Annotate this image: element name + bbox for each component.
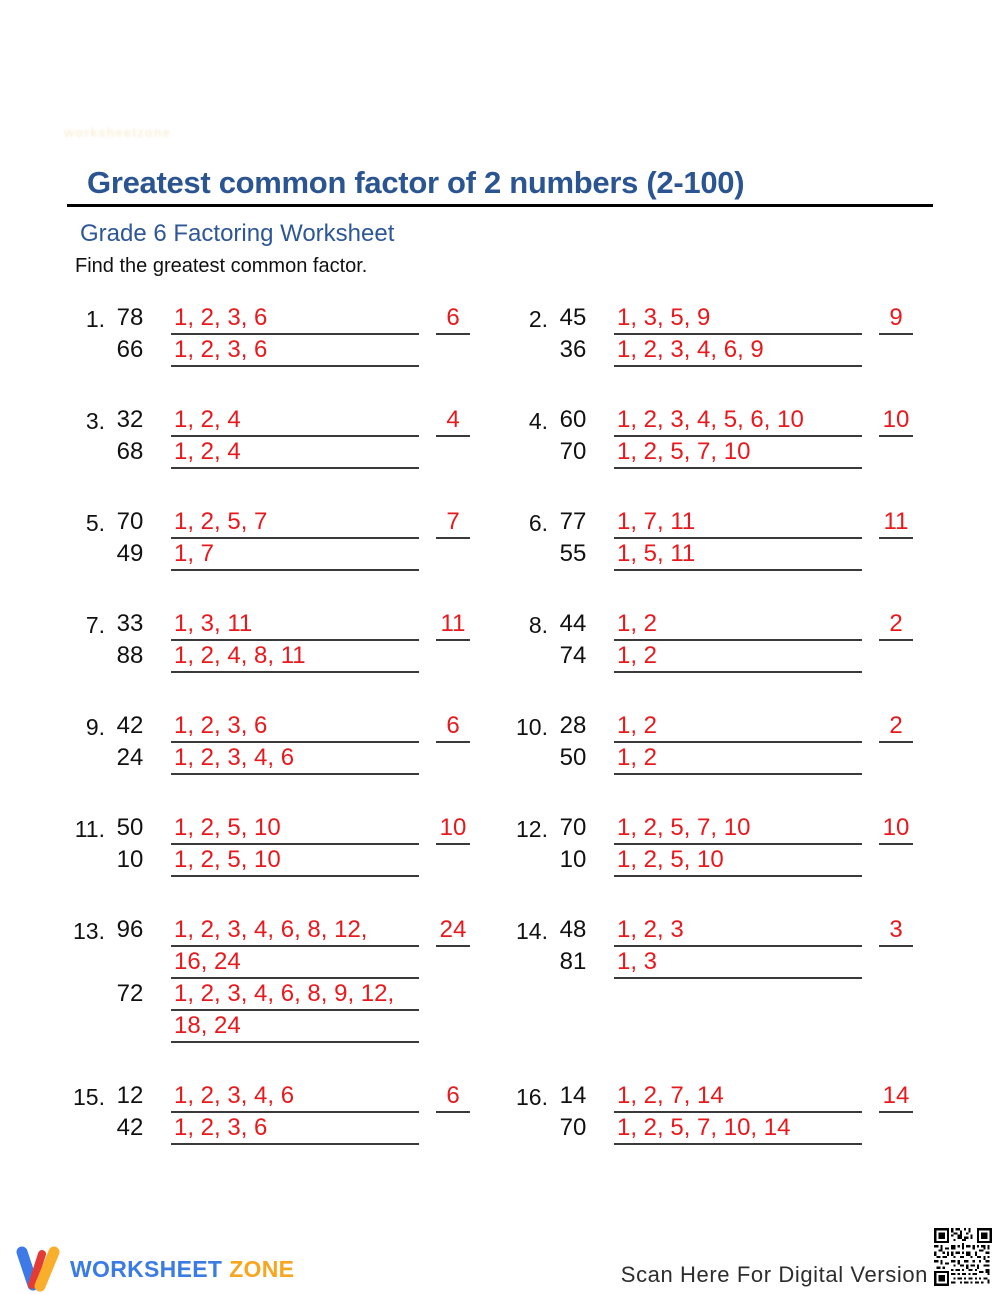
operand bbox=[107, 947, 153, 979]
answer-field: 6 bbox=[436, 303, 470, 335]
answer-field: 24 bbox=[436, 915, 470, 947]
operand: 68 bbox=[116, 438, 144, 465]
problems-list bbox=[67, 303, 933, 1145]
problem-lines bbox=[548, 711, 862, 775]
operand: 12 bbox=[116, 1082, 144, 1109]
watermark: worksheetzone bbox=[64, 125, 171, 140]
problem-pair-row bbox=[67, 915, 933, 1043]
operand: 33 bbox=[116, 610, 144, 637]
answer-field: 2 bbox=[879, 711, 913, 743]
operand: 70 bbox=[116, 508, 144, 535]
operand: 77 bbox=[559, 508, 587, 535]
problem-10 bbox=[510, 711, 933, 775]
factors-field: 1, 2 bbox=[614, 641, 862, 673]
problem-number: 4. bbox=[528, 408, 548, 434]
problem-lines bbox=[105, 915, 419, 1043]
problem-lines bbox=[548, 609, 862, 673]
factors-field: 1, 3, 11 bbox=[171, 609, 419, 641]
problem-number: 16. bbox=[516, 1084, 548, 1110]
problem-lines bbox=[548, 303, 862, 367]
operand: 36 bbox=[559, 336, 587, 363]
qr-code-icon bbox=[932, 1226, 994, 1288]
problem-number: 10. bbox=[516, 714, 548, 740]
answer-field: 3 bbox=[879, 915, 913, 947]
problem-number: 1. bbox=[85, 306, 105, 332]
factors-field: 1, 2, 5, 10 bbox=[171, 845, 419, 877]
page-title: Greatest common factor of 2 numbers (2-100) bbox=[87, 165, 745, 200]
factors-field: 1, 3 bbox=[614, 947, 862, 979]
problem-5 bbox=[67, 507, 480, 571]
operand: 66 bbox=[116, 336, 144, 363]
factors-field: 1, 2, 3 bbox=[614, 915, 862, 947]
worksheetzone-w-icon bbox=[14, 1244, 64, 1294]
operand: 10 bbox=[559, 846, 587, 873]
operand: 49 bbox=[116, 540, 144, 567]
factors-field: 1, 2, 3, 6 bbox=[171, 1113, 419, 1145]
factors-field: 1, 2 bbox=[614, 711, 862, 743]
problem-number: 2. bbox=[528, 306, 548, 332]
factors-field: 1, 7, 11 bbox=[614, 507, 862, 539]
answer-field: 10 bbox=[879, 405, 913, 437]
problem-number: 12. bbox=[516, 816, 548, 842]
answer-field: 7 bbox=[436, 507, 470, 539]
operand: 78 bbox=[116, 304, 144, 331]
operand: 96 bbox=[116, 916, 144, 943]
page-footer bbox=[0, 1222, 1000, 1294]
operand: 70 bbox=[559, 1114, 587, 1141]
factors-field: 16, 24 bbox=[171, 947, 419, 979]
factors-field: 1, 3, 5, 9 bbox=[614, 303, 862, 335]
answer-field: 14 bbox=[879, 1081, 913, 1113]
problem-12 bbox=[510, 813, 933, 877]
operand: 48 bbox=[559, 916, 587, 943]
answer-field: 11 bbox=[879, 507, 913, 539]
answer-field: 11 bbox=[436, 609, 470, 641]
problem-number: 9. bbox=[85, 714, 105, 740]
factors-field: 1, 2, 3, 6 bbox=[171, 303, 419, 335]
factors-field: 1, 2, 3, 4, 6 bbox=[171, 743, 419, 775]
problem-lines bbox=[105, 609, 419, 673]
problem-number: 8. bbox=[528, 612, 548, 638]
operand: 44 bbox=[559, 610, 587, 637]
operand: 32 bbox=[116, 406, 144, 433]
problem-number: 15. bbox=[73, 1084, 105, 1110]
answer-field: 4 bbox=[436, 405, 470, 437]
factors-field: 1, 2, 3, 4, 6, 8, 12, bbox=[171, 915, 419, 947]
problem-8 bbox=[510, 609, 933, 673]
factors-field: 1, 2, 5, 10 bbox=[171, 813, 419, 845]
operand: 28 bbox=[559, 712, 587, 739]
factors-field: 1, 2, 5, 10 bbox=[614, 845, 862, 877]
problem-lines bbox=[548, 507, 862, 571]
factors-field: 1, 2 bbox=[614, 743, 862, 775]
factors-field: 1, 7 bbox=[171, 539, 419, 571]
answer-field: 6 bbox=[436, 1081, 470, 1113]
factors-field: 18, 24 bbox=[171, 1011, 419, 1043]
problem-number: 11. bbox=[74, 816, 105, 842]
operand: 60 bbox=[559, 406, 587, 433]
problem-pair-row bbox=[67, 1081, 933, 1145]
operand: 72 bbox=[116, 980, 144, 1007]
worksheet-content bbox=[67, 162, 933, 1183]
problem-7 bbox=[67, 609, 480, 673]
brand-zone: ZONE bbox=[229, 1255, 295, 1282]
problem-pair-row bbox=[67, 303, 933, 367]
factors-field: 1, 2, 5, 7, 10 bbox=[614, 813, 862, 845]
brand-worksheet: WORKSHEET bbox=[70, 1255, 223, 1282]
operand: 74 bbox=[559, 642, 587, 669]
factors-field: 1, 2, 3, 6 bbox=[171, 335, 419, 367]
operand: 24 bbox=[116, 744, 144, 771]
problem-3 bbox=[67, 405, 480, 469]
problem-lines bbox=[105, 1081, 419, 1145]
operand: 42 bbox=[116, 712, 144, 739]
problem-lines bbox=[548, 915, 862, 979]
factors-field: 1, 2, 5, 7, 10 bbox=[614, 437, 862, 469]
problem-lines bbox=[548, 405, 862, 469]
problem-1 bbox=[67, 303, 480, 367]
answer-field: 9 bbox=[879, 303, 913, 335]
factors-field: 1, 2, 3, 4, 6, 9 bbox=[614, 335, 862, 367]
problem-number: 6. bbox=[528, 510, 548, 536]
operand: 50 bbox=[116, 814, 144, 841]
operand: 70 bbox=[559, 438, 587, 465]
problem-lines bbox=[105, 405, 419, 469]
factors-field: 1, 2, 3, 6 bbox=[171, 711, 419, 743]
problem-pair-row bbox=[67, 609, 933, 673]
problem-2 bbox=[510, 303, 933, 367]
operand: 88 bbox=[116, 642, 144, 669]
problem-4 bbox=[510, 405, 933, 469]
answer-field: 6 bbox=[436, 711, 470, 743]
problem-15 bbox=[67, 1081, 480, 1145]
problem-lines bbox=[105, 711, 419, 775]
operand: 70 bbox=[559, 814, 587, 841]
factors-field: 1, 2, 7, 14 bbox=[614, 1081, 862, 1113]
problem-number: 3. bbox=[85, 408, 105, 434]
problem-number: 7. bbox=[85, 612, 105, 638]
problem-lines bbox=[105, 813, 419, 877]
operand: 14 bbox=[559, 1082, 587, 1109]
problem-lines bbox=[105, 507, 419, 571]
operand: 50 bbox=[559, 744, 587, 771]
operand: 81 bbox=[559, 948, 587, 975]
worksheetzone-logo bbox=[14, 1244, 294, 1294]
factors-field: 1, 2, 3, 4, 6 bbox=[171, 1081, 419, 1113]
problem-16 bbox=[510, 1081, 933, 1145]
problem-6 bbox=[510, 507, 933, 571]
factors-field: 1, 2, 4 bbox=[171, 405, 419, 437]
operand: 45 bbox=[559, 304, 587, 331]
problem-pair-row bbox=[67, 405, 933, 469]
title-divider bbox=[67, 204, 933, 207]
factors-field: 1, 2, 4, 8, 11 bbox=[171, 641, 419, 673]
brand-name bbox=[70, 1256, 294, 1283]
operand bbox=[107, 1011, 153, 1043]
operand: 10 bbox=[116, 846, 144, 873]
problem-pair-row bbox=[67, 507, 933, 571]
scan-here-label: Scan Here For Digital Version bbox=[620, 1262, 928, 1287]
operand: 42 bbox=[116, 1114, 144, 1141]
answer-field: 10 bbox=[436, 813, 470, 845]
problem-11 bbox=[67, 813, 480, 877]
factors-field: 1, 2, 3, 4, 5, 6, 10 bbox=[614, 405, 862, 437]
problem-pair-row bbox=[67, 711, 933, 775]
problem-lines bbox=[548, 813, 862, 877]
factors-field: 1, 2, 5, 7, 10, 14 bbox=[614, 1113, 862, 1145]
answer-field: 2 bbox=[879, 609, 913, 641]
instruction-text: Find the greatest common factor. bbox=[75, 255, 368, 277]
problem-9 bbox=[67, 711, 480, 775]
problem-14 bbox=[510, 915, 933, 1043]
factors-field: 1, 2 bbox=[614, 609, 862, 641]
problem-lines bbox=[548, 1081, 862, 1145]
worksheet-subtitle: Grade 6 Factoring Worksheet bbox=[80, 220, 395, 247]
factors-field: 1, 2, 4 bbox=[171, 437, 419, 469]
problem-pair-row bbox=[67, 813, 933, 877]
operand: 55 bbox=[559, 540, 587, 567]
factors-field: 1, 2, 3, 4, 6, 8, 9, 12, bbox=[171, 979, 419, 1011]
problem-lines bbox=[105, 303, 419, 367]
problem-number: 14. bbox=[516, 918, 548, 944]
problem-number: 5. bbox=[85, 510, 105, 536]
answer-field: 10 bbox=[879, 813, 913, 845]
factors-field: 1, 2, 5, 7 bbox=[171, 507, 419, 539]
problem-13 bbox=[67, 915, 480, 1043]
problem-number: 13. bbox=[73, 918, 105, 944]
factors-field: 1, 5, 11 bbox=[614, 539, 862, 571]
